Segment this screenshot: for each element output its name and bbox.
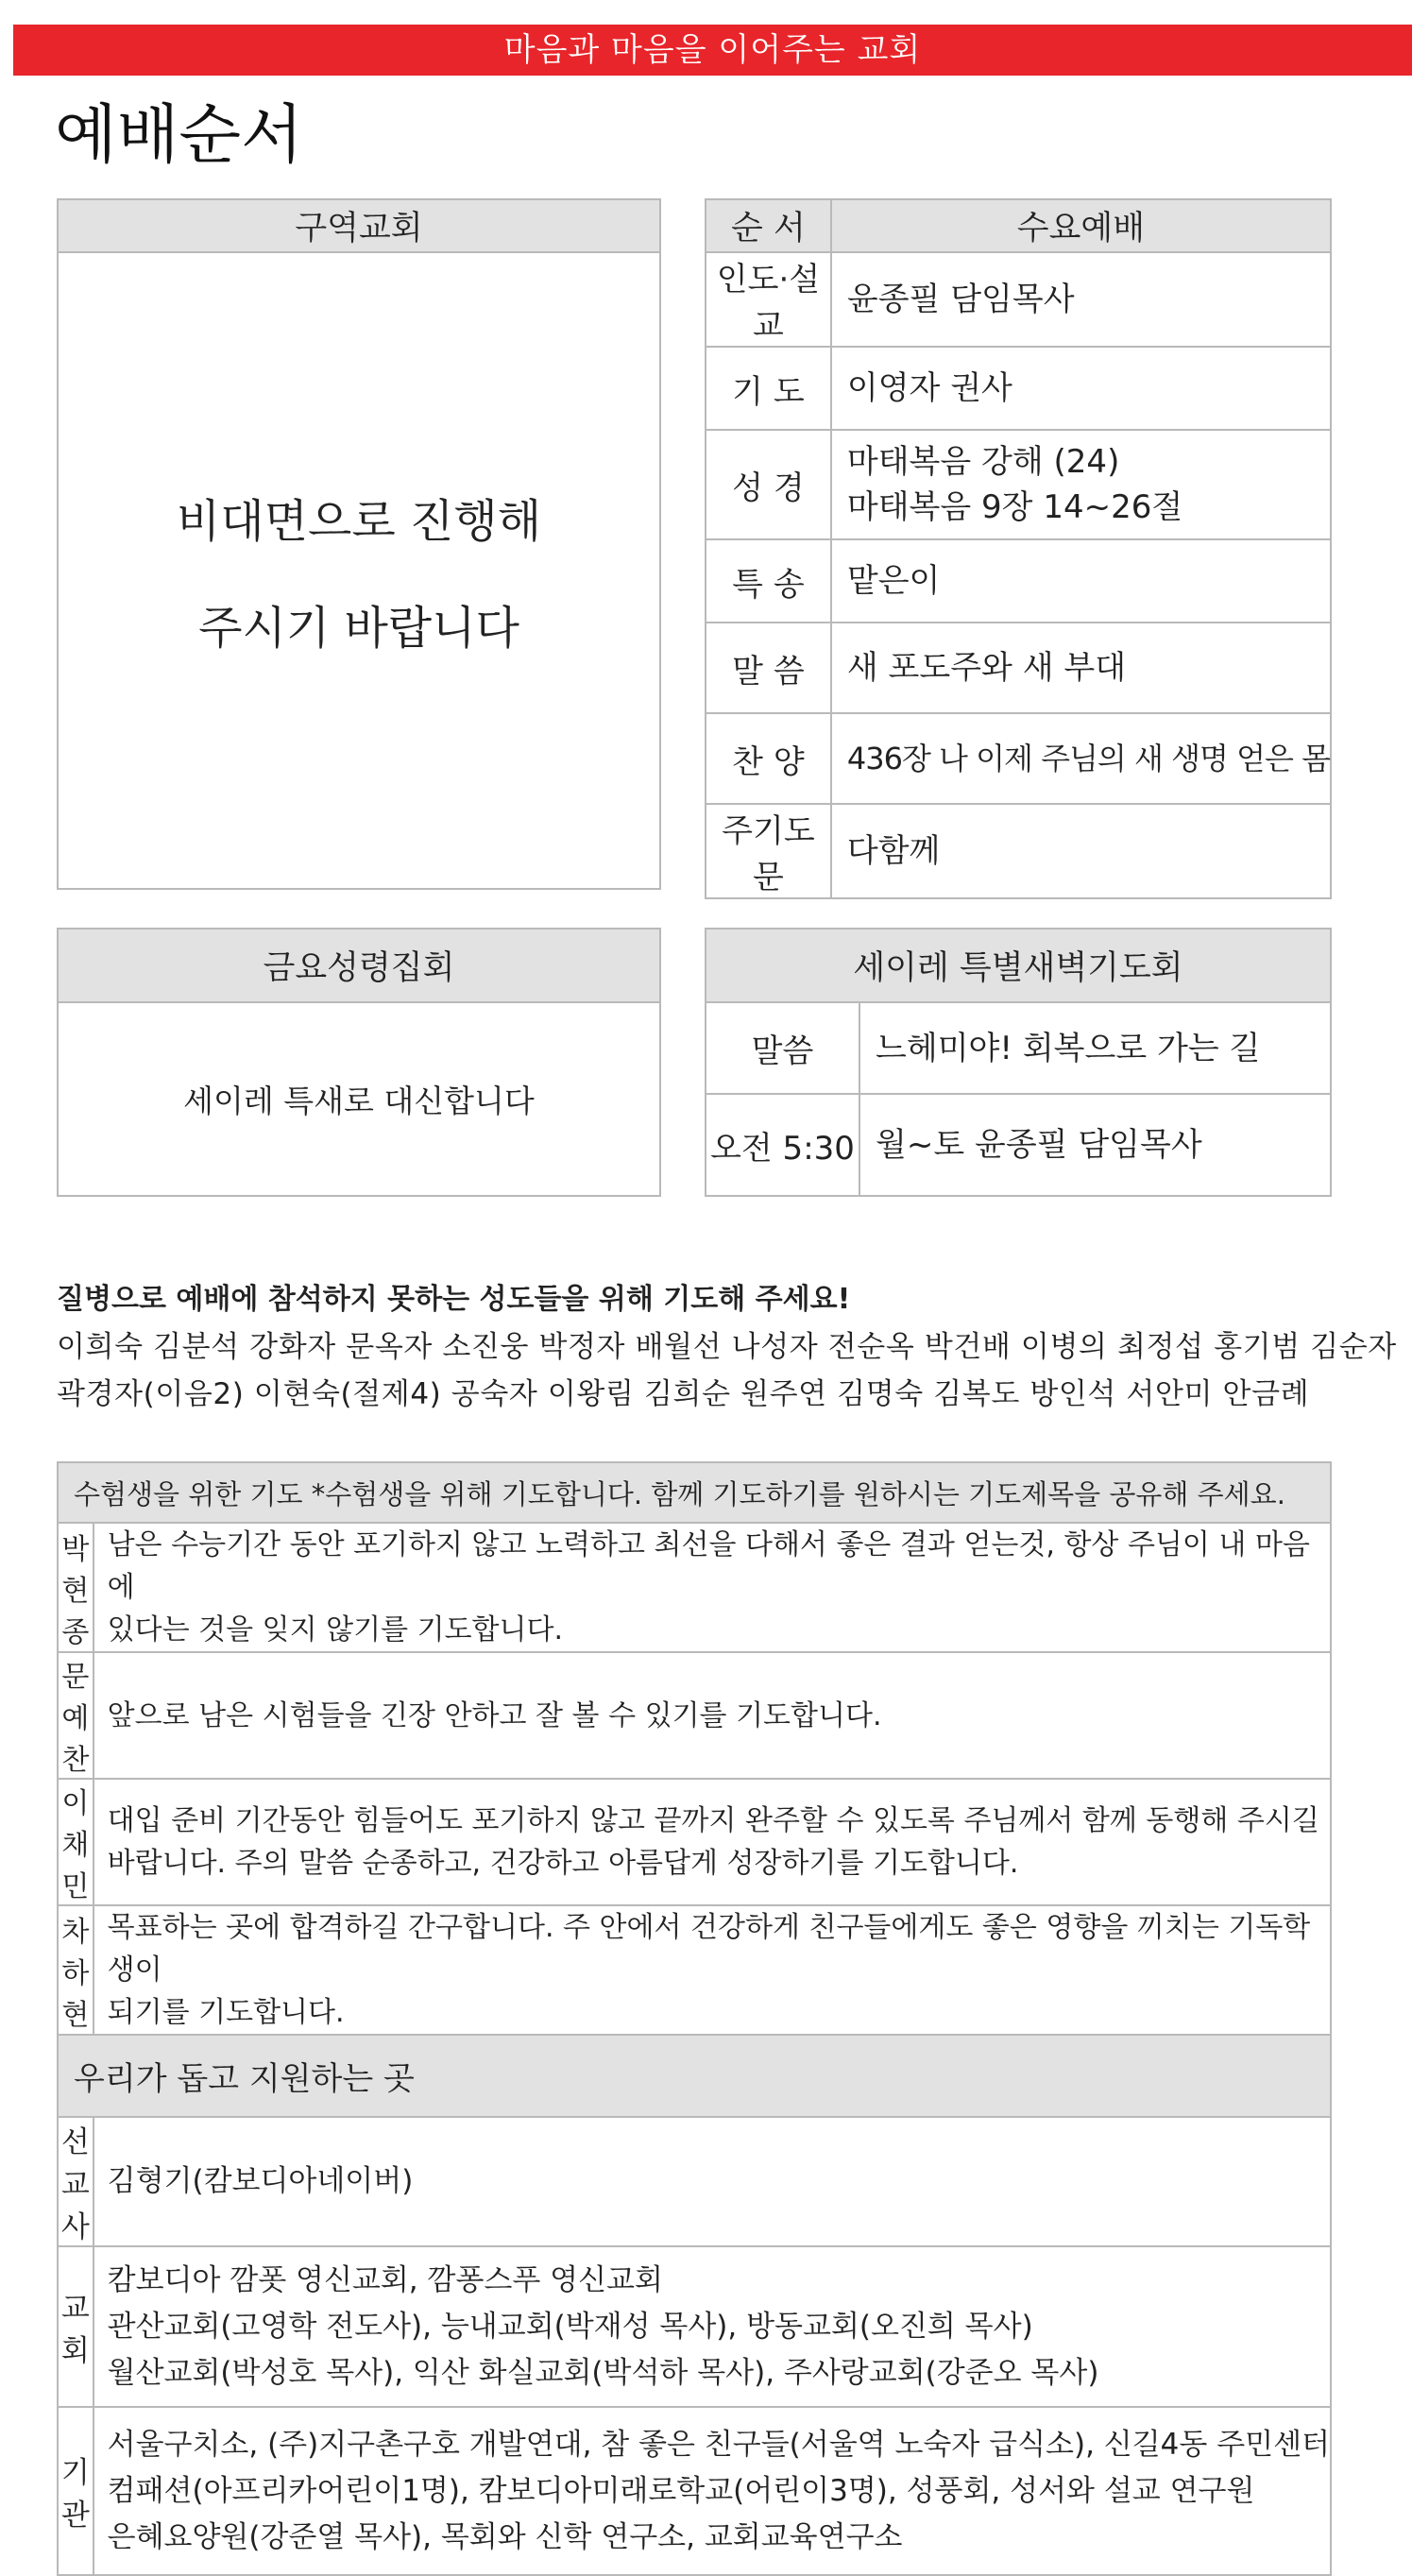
scripture-line1: 마태복음 강해 (24): [846, 443, 1120, 481]
student-prayer: [94, 1523, 1331, 1652]
order-col-header: 순 서: [706, 199, 831, 252]
row-label: 주기도문: [706, 804, 831, 898]
friday-header: 금요성령집회: [58, 929, 660, 1002]
student-name: 차하현: [58, 1905, 94, 2035]
support-line: 컴패션(아프리카어린이1명), 캄보디아미래로학교(어린이3명), 성풍회, 성서와 설교 연구원: [107, 2473, 1255, 2508]
row-value: 이영자 권사: [831, 347, 1331, 430]
prayer-line: 앞으로 남은 시험들을 긴장 안하고 잘 볼 수 있기를 기도합니다.: [107, 1698, 882, 1732]
row-value: 느헤미야! 회복으로 가는 길: [859, 1002, 1331, 1094]
prayer-line: 바랍니다. 주의 말씀 순종하고, 건강하고 아름답게 성장하기를 기도합니다.: [107, 1847, 1019, 1880]
row-value: 다함께: [831, 804, 1331, 898]
prayer-line: 남은 수능기간 동안 포기하지 않고 노력하고 최선을 다해서 좋은 결과 얻는것, 항상 주님이 내 마음에: [107, 1528, 1310, 1604]
row-value: 맡은이: [831, 539, 1331, 623]
dawn-prayer-table: [705, 928, 1332, 1197]
sick-prayer-title: 질병으로 예배에 참석하지 못하는 성도들을 위해 기도해 주세요!: [57, 1283, 851, 1316]
support-label: 선교사: [58, 2117, 94, 2246]
friday-notice: 세이레 특새로 대신합니다: [58, 1002, 660, 1196]
support-line: 은혜요양원(강준열 목사), 목회와 신학 연구소, 교회교육연구소: [107, 2519, 903, 2554]
student-prayer-title: 수험생을 위한 기도 *수험생을 위해 기도합니다. 함께 기도하기를 원하시는 기도제목을 공유해 주세요.: [58, 1462, 1331, 1523]
support-text: [94, 2246, 1331, 2407]
district-notice: [58, 252, 660, 889]
support-label: 교 회: [58, 2246, 94, 2407]
support-title: 우리가 돕고 지원하는 곳: [58, 2035, 1331, 2117]
church-banner: 마음과 마음을 이어주는 교회: [13, 25, 1412, 76]
wednesday-order-table: [705, 198, 1332, 899]
student-prayer: [94, 1905, 1331, 2035]
district-notice-line1: 비대면으로 진행해: [176, 495, 542, 548]
prayer-line: 목표하는 곳에 합격하길 간구합니다. 주 안에서 건강하게 친구들에게도 좋은 영향을 끼치는 기독학생이: [107, 1911, 1311, 1987]
row-value: 새 포도주와 새 부대: [831, 623, 1331, 713]
district-notice-line2: 주시기 바랍니다: [198, 602, 519, 655]
district-church-box: [57, 198, 661, 890]
support-line: 캄보디아 깜폿 영신교회, 깜퐁스푸 영신교회: [107, 2262, 663, 2297]
sick-names-line1: 이희숙 김분석 강화자 문옥자 소진웅 박정자 배월선 나성자 전순옥 박건배 이병의 최정섭 홍기범 김순자: [57, 1330, 1397, 1364]
row-label: 기 도: [706, 347, 831, 430]
row-label: 말씀: [706, 1002, 859, 1094]
page-title: 예배순서: [55, 98, 303, 173]
row-label: 성 경: [706, 430, 831, 539]
row-label: 말 씀: [706, 623, 831, 713]
support-text: [94, 2407, 1331, 2575]
support-line: 관산교회(고영학 전도사), 능내교회(박재성 목사), 방동교회(오진희 목사): [107, 2309, 1033, 2344]
student-prayer: [94, 1779, 1331, 1905]
dawn-header: 세이레 특별새벽기도회: [706, 929, 1331, 1002]
friday-meeting-box: [57, 928, 661, 1197]
support-line: 김형기(캄보디아네이버): [107, 2164, 414, 2198]
row-label: 찬 양: [706, 713, 831, 804]
support-line: 서울구치소, (주)지구촌구호 개발연대, 참 좋은 친구들(서울역 노숙자 급식소), 신길4동 주민센터: [107, 2427, 1330, 2462]
support-label: 기 관: [58, 2407, 94, 2575]
prayer-line: 있다는 것을 잊지 않기를 기도합니다.: [107, 1613, 564, 1646]
row-label: 인도·설교: [706, 252, 831, 347]
scripture-line2: 마태복음 9장 14~26절: [846, 488, 1183, 526]
support-line: 월산교회(박성호 목사), 익산 화실교회(박석하 목사), 주사랑교회(강준오 목사): [107, 2355, 1099, 2390]
district-header: 구역교회: [58, 199, 660, 252]
scripture-cell: [831, 430, 1331, 539]
prayer-support-table: [57, 1461, 1332, 2576]
prayer-line: 되기를 기도합니다.: [107, 1996, 345, 2029]
row-value: 윤종필 담임목사: [831, 252, 1331, 347]
row-value: 월~토 윤종필 담임목사: [859, 1094, 1331, 1196]
row-label: 오전 5:30: [706, 1094, 859, 1196]
student-name: 문예찬: [58, 1652, 94, 1779]
sick-names-line2: 곽경자(이음2) 이현숙(절제4) 공숙자 이왕림 김희순 원주연 김명숙 김복도 방인석 서안미 안금례: [57, 1377, 1310, 1411]
support-text: [94, 2117, 1331, 2246]
student-name: 이채민: [58, 1779, 94, 1905]
row-label: 특 송: [706, 539, 831, 623]
prayer-line: 대입 준비 기간동안 힘들어도 포기하지 않고 끝까지 완주할 수 있도록 주님께서 함께 동행해 주시길: [107, 1804, 1319, 1837]
student-name: 박현종: [58, 1523, 94, 1652]
row-value: 436장 나 이제 주님의 새 생명 얻은 몸: [831, 713, 1331, 804]
wednesday-col-header: 수요예배: [831, 199, 1331, 252]
student-prayer: [94, 1652, 1331, 1779]
